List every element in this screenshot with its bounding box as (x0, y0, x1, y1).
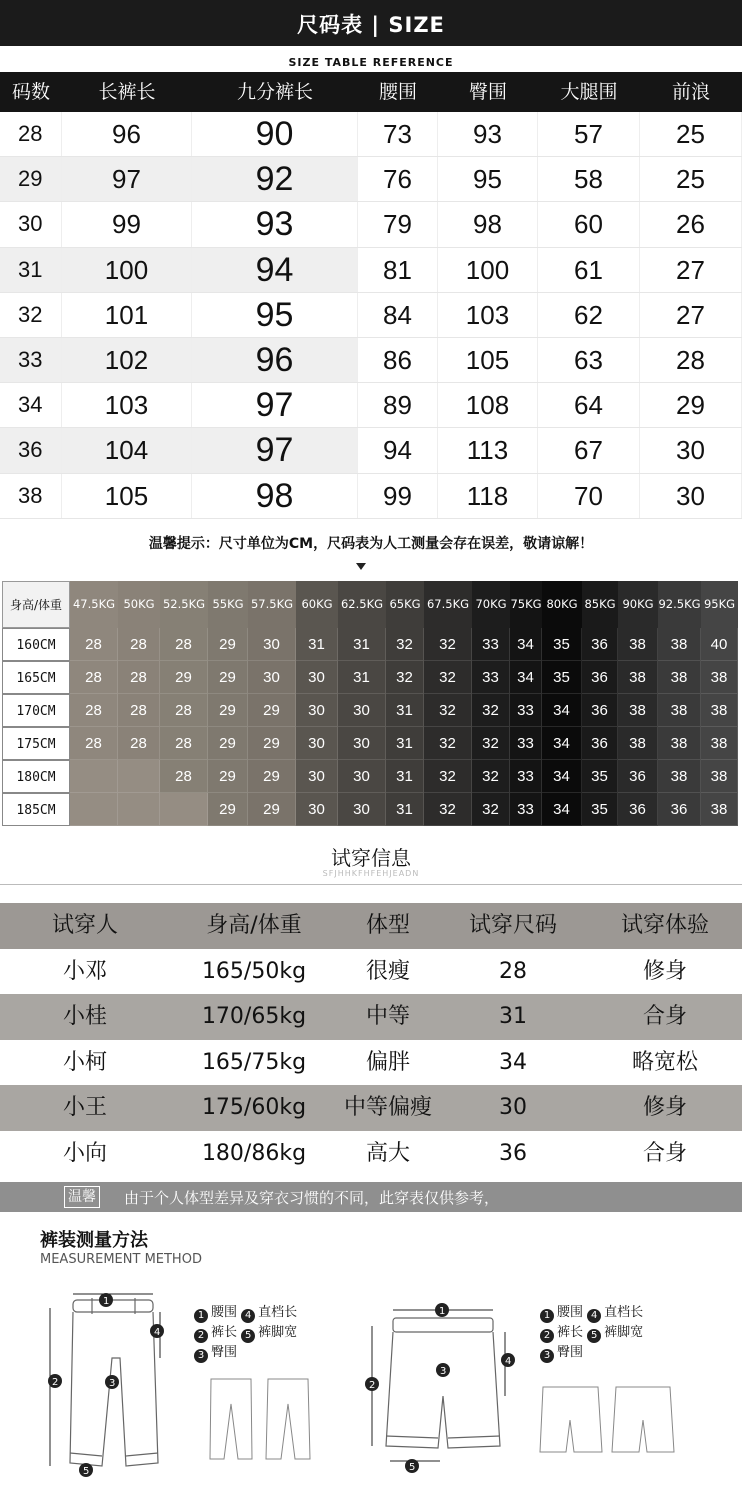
height-label: 180CM (2, 760, 70, 793)
table-cell: 105 (438, 338, 538, 382)
note-text: 由于个人体型差异及穿衣习惯的不同，此穿表仅供参考， (124, 1189, 500, 1207)
svg-text:1: 1 (439, 1306, 446, 1317)
table-cell: 60 (538, 202, 640, 246)
size-cell: 33 (472, 661, 510, 694)
table-cell: 97 (62, 157, 192, 201)
table-cell: 95 (438, 157, 538, 201)
size-cell: 38 (618, 694, 658, 727)
size-cell: 28 (160, 628, 208, 661)
tryon-note (0, 1182, 742, 1212)
size-cell: 34 (542, 727, 582, 760)
size-cell: 35 (542, 661, 582, 694)
size-cell: 36 (658, 793, 701, 826)
svg-text:2: 2 (52, 1377, 59, 1388)
size-cell: 34 (542, 760, 582, 793)
table-cell: 略宽松 (631, 1049, 698, 1075)
table-row (0, 949, 742, 995)
size-cell: 33 (510, 694, 542, 727)
size-cell (70, 760, 118, 793)
table-cell: 57 (538, 112, 640, 156)
tryon-subtitle: SFJHHKFHFEHJEADN (322, 869, 420, 878)
size-cell: 38 (701, 661, 738, 694)
size-cell: 38 (658, 661, 701, 694)
table-row (2, 694, 738, 727)
weight-header: 85KG (582, 581, 618, 628)
size-cell: 29 (248, 694, 296, 727)
size-cell: 28 (70, 694, 118, 727)
table-cell: 36 (499, 1140, 527, 1166)
size-cell: 34 (510, 661, 542, 694)
table-cell: 29 (0, 157, 62, 201)
size-cell: 32 (424, 694, 472, 727)
table-cell: 30 (640, 428, 742, 472)
table-cell: 118 (438, 474, 538, 518)
table-cell: 小桂 (62, 1004, 107, 1029)
col-header: 身高/体重 (206, 913, 302, 938)
weight-header: 65KG (386, 581, 424, 628)
table-row (0, 202, 742, 247)
size-cell: 36 (618, 793, 658, 826)
size-table-header (0, 72, 742, 112)
table-cell: 94 (192, 248, 358, 292)
size-cell: 31 (386, 694, 424, 727)
weight-header: 62.5KG (338, 581, 386, 628)
table-cell: 29 (640, 383, 742, 427)
col-header: 大腿围 (560, 81, 618, 103)
table-cell: 31 (499, 1004, 527, 1029)
arrow-down-icon (356, 563, 366, 570)
table-row (0, 994, 742, 1040)
table-cell: 30 (640, 474, 742, 518)
size-cell: 36 (582, 661, 618, 694)
weight-header: 55KG (208, 581, 248, 628)
table-cell: 38 (0, 474, 62, 518)
size-cell: 29 (208, 661, 248, 694)
size-cell: 34 (542, 694, 582, 727)
size-cell: 30 (296, 661, 338, 694)
table-row (0, 248, 742, 293)
tryon-table (0, 903, 742, 1176)
table-cell: 104 (62, 428, 192, 472)
size-cell: 34 (542, 793, 582, 826)
table-cell: 165/50kg (201, 958, 307, 984)
size-cell: 28 (118, 727, 160, 760)
table-cell: 81 (358, 248, 438, 292)
table-cell: 34 (499, 1049, 527, 1075)
size-cell: 31 (386, 793, 424, 826)
measurement-subtitle: MEASUREMENT METHOD (40, 1252, 202, 1267)
size-cell: 29 (208, 760, 248, 793)
table-cell: 很瘦 (365, 958, 410, 984)
size-cell: 31 (386, 727, 424, 760)
legend-left: 1 腰围 4 直档长 2 裤长 5 裤脚宽 3 臀围 (194, 1303, 297, 1363)
table-cell: 70 (538, 474, 640, 518)
size-cell (118, 793, 160, 826)
table-cell: 64 (538, 383, 640, 427)
table-row (0, 338, 742, 383)
size-cell: 30 (338, 727, 386, 760)
table-cell: 99 (62, 202, 192, 246)
size-cell: 31 (296, 628, 338, 661)
table-cell: 96 (192, 338, 358, 382)
col-header: 前浪 (671, 81, 710, 103)
table-cell: 28 (0, 112, 62, 156)
table-cell: 63 (538, 338, 640, 382)
table-row (0, 112, 742, 157)
size-cell: 30 (338, 760, 386, 793)
size-cell: 32 (472, 727, 510, 760)
size-cell: 31 (338, 661, 386, 694)
size-cell: 38 (701, 694, 738, 727)
size-table-body (0, 112, 742, 519)
table-cell: 30 (499, 1095, 527, 1120)
table-cell: 小王 (62, 1095, 107, 1120)
size-cell: 28 (118, 694, 160, 727)
col-header: 试穿人 (51, 913, 118, 938)
legend-right: 1 腰围 4 直档长 2 裤长 5 裤脚宽 3 臀围 (540, 1303, 643, 1363)
size-cell: 30 (248, 661, 296, 694)
size-cell: 29 (248, 760, 296, 793)
recommend-table-body (2, 628, 738, 826)
table-cell: 165/75kg (201, 1049, 307, 1075)
note-tag: 温馨 (64, 1186, 100, 1208)
svg-text:5: 5 (409, 1462, 416, 1473)
size-cell: 32 (386, 628, 424, 661)
table-cell: 27 (640, 293, 742, 337)
table-cell: 86 (358, 338, 438, 382)
size-cell: 30 (338, 694, 386, 727)
weight-header: 50KG (118, 581, 160, 628)
table-cell: 96 (62, 112, 192, 156)
size-cell: 38 (658, 628, 701, 661)
table-cell: 58 (538, 157, 640, 201)
size-cell: 32 (424, 760, 472, 793)
table-row (0, 474, 742, 519)
size-cell: 28 (118, 661, 160, 694)
size-cell: 33 (472, 628, 510, 661)
table-cell: 170/65kg (201, 1004, 307, 1029)
svg-text:3: 3 (440, 1366, 447, 1377)
size-cell: 33 (510, 727, 542, 760)
table-cell: 合身 (642, 1004, 687, 1029)
table-cell: 95 (192, 293, 358, 337)
table-cell: 修身 (642, 1095, 687, 1120)
height-label: 170CM (2, 694, 70, 727)
table-cell: 108 (438, 383, 538, 427)
shorts-diagram (360, 1296, 520, 1476)
table-cell: 113 (438, 428, 538, 472)
weight-header: 57.5KG (248, 581, 296, 628)
weight-header: 90KG (618, 581, 658, 628)
table-row (0, 428, 742, 473)
size-cell: 30 (296, 760, 338, 793)
table-cell: 小柯 (62, 1049, 107, 1075)
table-cell: 25 (640, 157, 742, 201)
table-row (2, 661, 738, 694)
size-cell: 28 (70, 727, 118, 760)
table-cell: 102 (62, 338, 192, 382)
svg-text:3: 3 (109, 1378, 116, 1389)
svg-text:4: 4 (154, 1327, 161, 1338)
table-cell: 84 (358, 293, 438, 337)
svg-text:4: 4 (505, 1356, 512, 1367)
recommend-table-header (2, 581, 738, 628)
size-cell: 31 (338, 628, 386, 661)
table-cell: 94 (358, 428, 438, 472)
size-cell: 38 (658, 694, 701, 727)
size-cell: 38 (618, 628, 658, 661)
weight-header: 52.5KG (160, 581, 208, 628)
table-cell: 103 (438, 293, 538, 337)
weight-header: 70KG (472, 581, 510, 628)
size-cell: 35 (582, 760, 618, 793)
table-cell: 25 (640, 112, 742, 156)
weight-header: 60KG (296, 581, 338, 628)
size-cell: 29 (160, 661, 208, 694)
table-cell: 62 (538, 293, 640, 337)
size-cell: 38 (701, 793, 738, 826)
divider (0, 884, 742, 885)
height-label: 160CM (2, 628, 70, 661)
table-cell: 76 (358, 157, 438, 201)
size-cell: 28 (160, 694, 208, 727)
size-cell: 35 (542, 628, 582, 661)
table-cell: 92 (192, 157, 358, 201)
size-cell: 28 (70, 628, 118, 661)
size-cell: 31 (386, 760, 424, 793)
size-cell: 32 (424, 628, 472, 661)
size-cell: 32 (472, 694, 510, 727)
col-header: 试穿尺码 (468, 913, 557, 938)
weight-header: 92.5KG (658, 581, 701, 628)
table-row (0, 1085, 742, 1131)
size-cell: 30 (296, 793, 338, 826)
size-cell: 29 (248, 793, 296, 826)
size-cell: 32 (424, 727, 472, 760)
table-cell: 98 (192, 474, 358, 518)
table-cell: 小邓 (62, 958, 107, 984)
table-cell: 79 (358, 202, 438, 246)
size-cell: 28 (160, 760, 208, 793)
size-cell: 38 (701, 760, 738, 793)
table-cell: 105 (62, 474, 192, 518)
shorts-thumbnails (538, 1382, 678, 1458)
table-cell: 中等偏瘦 (343, 1095, 432, 1120)
weight-header: 47.5KG (70, 581, 118, 628)
table-cell: 90 (192, 112, 358, 156)
col-header: 码数 (11, 81, 50, 103)
table-cell: 31 (0, 248, 62, 292)
size-cell: 33 (510, 793, 542, 826)
page-subtitle: SIZE TABLE REFERENCE (288, 56, 454, 69)
svg-text:2: 2 (369, 1380, 376, 1391)
page-header (0, 0, 742, 46)
height-label: 175CM (2, 727, 70, 760)
tryon-title: 试穿信息 (331, 846, 411, 870)
col-header: 臀围 (468, 81, 507, 103)
size-cell: 38 (618, 661, 658, 694)
col-header: 腰围 (378, 81, 417, 103)
size-cell (160, 793, 208, 826)
table-cell: 89 (358, 383, 438, 427)
size-note: 温馨提示：尺寸单位为CM，尺码表为人工测量会存在误差，敬请谅解！ (148, 536, 594, 552)
table-cell: 180/86kg (201, 1140, 307, 1166)
table-cell: 67 (538, 428, 640, 472)
table-cell: 101 (62, 293, 192, 337)
table-cell: 26 (640, 202, 742, 246)
size-cell: 34 (510, 628, 542, 661)
size-cell: 35 (582, 793, 618, 826)
size-cell: 32 (424, 793, 472, 826)
table-cell: 100 (62, 248, 192, 292)
weight-header: 67.5KG (424, 581, 472, 628)
table-cell: 偏胖 (365, 1049, 410, 1075)
col-header: 九分裤长 (236, 81, 313, 103)
table-cell: 97 (192, 428, 358, 472)
size-cell: 33 (510, 760, 542, 793)
table-cell: 103 (62, 383, 192, 427)
table-row (2, 760, 738, 793)
size-cell: 29 (208, 628, 248, 661)
size-cell: 36 (618, 760, 658, 793)
table-cell: 28 (640, 338, 742, 382)
size-cell: 30 (248, 628, 296, 661)
size-cell: 30 (338, 793, 386, 826)
corner-header: 身高/体重 (2, 581, 70, 628)
table-row (0, 1040, 742, 1086)
size-cell: 29 (208, 793, 248, 826)
size-cell: 28 (118, 628, 160, 661)
table-row (2, 727, 738, 760)
size-cell: 29 (208, 694, 248, 727)
table-cell: 小向 (62, 1140, 107, 1166)
size-cell (70, 793, 118, 826)
table-cell: 33 (0, 338, 62, 382)
svg-text:5: 5 (83, 1466, 90, 1477)
tryon-header (0, 903, 742, 949)
height-label: 165CM (2, 661, 70, 694)
col-header: 体型 (365, 913, 410, 938)
col-header: 长裤长 (98, 81, 156, 103)
size-cell: 40 (701, 628, 738, 661)
col-header: 试穿体验 (620, 913, 709, 938)
size-cell: 32 (386, 661, 424, 694)
table-cell: 175/60kg (201, 1095, 307, 1120)
table-cell: 61 (538, 248, 640, 292)
size-cell: 29 (248, 727, 296, 760)
table-cell: 98 (438, 202, 538, 246)
table-row (2, 793, 738, 826)
svg-text:1: 1 (103, 1296, 110, 1307)
weight-header: 80KG (542, 581, 582, 628)
height-label: 185CM (2, 793, 70, 826)
table-cell: 36 (0, 428, 62, 472)
page-title: 尺码表 | SIZE (297, 13, 445, 37)
table-cell: 27 (640, 248, 742, 292)
table-cell: 高大 (365, 1140, 410, 1166)
table-cell: 34 (0, 383, 62, 427)
recommend-table (2, 581, 738, 826)
measurement-title: 裤装测量方法 (40, 1230, 148, 1251)
table-row (0, 383, 742, 428)
table-cell: 99 (358, 474, 438, 518)
size-cell: 29 (208, 727, 248, 760)
size-cell: 28 (160, 727, 208, 760)
size-cell (118, 760, 160, 793)
table-cell: 中等 (365, 1004, 410, 1029)
size-table (0, 72, 742, 519)
table-cell: 30 (0, 202, 62, 246)
table-cell: 93 (438, 112, 538, 156)
size-cell: 28 (70, 661, 118, 694)
size-cell: 38 (618, 727, 658, 760)
table-row (0, 1131, 742, 1177)
size-cell: 38 (658, 760, 701, 793)
table-row (2, 628, 738, 661)
pants-thumbnails (206, 1374, 326, 1464)
weight-header: 75KG (510, 581, 542, 628)
size-cell: 36 (582, 727, 618, 760)
size-cell: 32 (424, 661, 472, 694)
size-cell: 36 (582, 628, 618, 661)
table-cell: 100 (438, 248, 538, 292)
table-cell: 32 (0, 293, 62, 337)
table-cell: 93 (192, 202, 358, 246)
table-cell: 28 (499, 958, 527, 984)
table-row (0, 157, 742, 202)
table-cell: 合身 (642, 1140, 687, 1166)
size-cell: 32 (472, 760, 510, 793)
size-cell: 36 (582, 694, 618, 727)
size-cell: 38 (701, 727, 738, 760)
table-row (0, 293, 742, 338)
table-cell: 修身 (642, 958, 687, 984)
long-pants-diagram (40, 1288, 180, 1480)
size-cell: 30 (296, 694, 338, 727)
size-cell: 32 (472, 793, 510, 826)
size-cell: 30 (296, 727, 338, 760)
table-cell: 73 (358, 112, 438, 156)
table-cell: 97 (192, 383, 358, 427)
weight-header: 95KG (701, 581, 738, 628)
size-cell: 38 (658, 727, 701, 760)
